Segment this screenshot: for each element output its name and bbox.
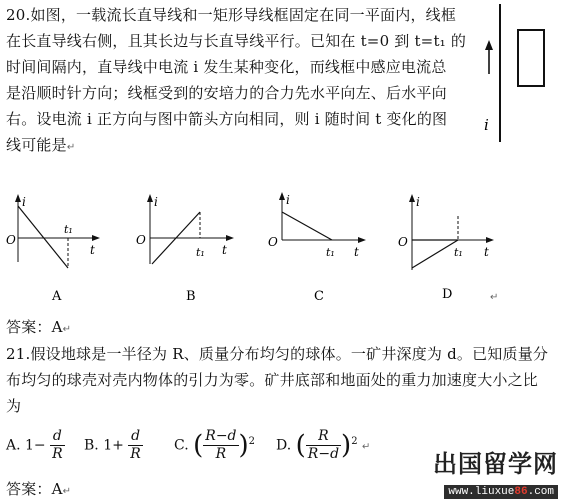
q20-line-1: 20.如图，一载流长直导线和一矩形导线框固定在同一平面内，线框 — [6, 6, 457, 24]
q21-option-d-fraction: $\frac{R}{R-d}$ — [307, 428, 340, 462]
graph-a-origin: O — [6, 233, 16, 247]
graph-a-x-label: t — [90, 243, 95, 257]
return-mark-icon: ↵ — [362, 441, 371, 453]
q21-option-c: C. ( $\frac{R-d}{R}$ )$^2$ — [174, 428, 256, 462]
return-mark-icon: ↵ — [62, 324, 72, 335]
graph-c-option-label: C — [314, 289, 324, 304]
q20-line-3: 时间间隔内，直导线中电流 i 发生某种变化，而线框中感应电流总 — [6, 58, 447, 76]
q21-option-a-label: A. 1− — [6, 437, 46, 454]
graph-b-y-label: i — [154, 195, 158, 209]
graph-d — [398, 194, 494, 302]
q21-line-1: 21.假设地球是一半径为 R、质量分布均匀的球体。一矿井深度为 d。已知质量分 — [6, 345, 549, 363]
graph-a-t1: t₁ — [64, 223, 73, 236]
graph-d-y-label: i — [416, 195, 420, 209]
q21-answer — [6, 478, 71, 503]
graph-d-origin: O — [398, 235, 408, 249]
q21-option-a-fraction: $\frac{d}{R}$ — [52, 428, 63, 462]
q21-option-c-exponent: 2 — [248, 435, 256, 447]
q21-option-b — [84, 428, 143, 463]
rect-loop — [518, 30, 544, 86]
graph-a-y-label: i — [22, 195, 26, 209]
graph-c-t1: t₁ — [326, 246, 335, 259]
q20-line-4: 是沿顺时针方向；线框受到的安培力的合力先水平向左、后水平向 — [6, 84, 447, 102]
graph-d-x-label: t — [484, 245, 489, 259]
graph-d-curve-1 — [412, 240, 458, 268]
q21-option-d-label: D. — [276, 437, 292, 454]
graph-c — [268, 192, 366, 304]
return-mark-icon: ↵ — [62, 486, 72, 497]
graph-b-option-label: B — [186, 289, 196, 304]
q20-line-5: 右。设电流 i 正方向与图中箭头方向相同，则 i 随时间 t 变化的图 — [6, 110, 448, 128]
q21-option-d: D. ( $\frac{R}{R-d}$ )$^2$ ↵ — [276, 428, 371, 462]
q21-option-d-exponent: 2 — [351, 435, 358, 447]
graph-d-t1: t₁ — [454, 246, 463, 259]
graph-a — [6, 194, 100, 304]
wire-frame-figure — [484, 4, 544, 142]
graph-c-x-label: t — [354, 245, 359, 259]
graph-a-option-label: A — [52, 289, 62, 304]
q21-line-3: 为 — [6, 397, 22, 415]
q21-answer-text: 答案：A — [6, 480, 63, 498]
q21-option-c-fraction: $\frac{R-d}{R}$ — [205, 428, 237, 462]
site-watermark — [433, 444, 558, 499]
return-mark-icon: ↵ — [490, 292, 499, 303]
q21-option-c-label: C. — [174, 437, 189, 454]
graph-a-curve — [18, 206, 68, 268]
q20-line-2: 在长直导线右侧，且其长边与长直导线平行。已知在 t=0 到 t=t₁ 的 — [6, 32, 467, 50]
q20-line-6-text: 线可能是 — [6, 136, 67, 154]
graph-c-curve — [282, 212, 332, 240]
q20-answer — [6, 316, 71, 341]
watermark-url: www.liuxue86.com — [444, 485, 558, 499]
graph-b-t1: t₁ — [196, 246, 205, 259]
wire-current-label: i — [484, 116, 489, 134]
return-mark-icon: ↵ — [66, 142, 76, 153]
q21-option-a — [6, 428, 65, 463]
graph-b-x-label: t — [222, 243, 227, 257]
q20-answer-text: 答案：A — [6, 318, 63, 336]
graph-b-origin: O — [136, 233, 146, 247]
current-arrowhead-icon — [485, 40, 493, 50]
q21-option-b-label: B. 1+ — [84, 437, 124, 454]
graph-c-y-label: i — [286, 193, 290, 207]
q21-option-b-fraction: $\frac{d}{R}$ — [130, 428, 141, 462]
q21-line-2: 布均匀的球壳对壳内物体的引力为零。矿井底部和地面处的重力加速度大小之比 — [6, 371, 539, 389]
graph-b — [136, 194, 234, 304]
graph-d-option-label: D — [442, 287, 453, 302]
watermark-logo-text: 出国留学网 — [433, 450, 558, 478]
graph-c-origin: O — [268, 235, 278, 249]
